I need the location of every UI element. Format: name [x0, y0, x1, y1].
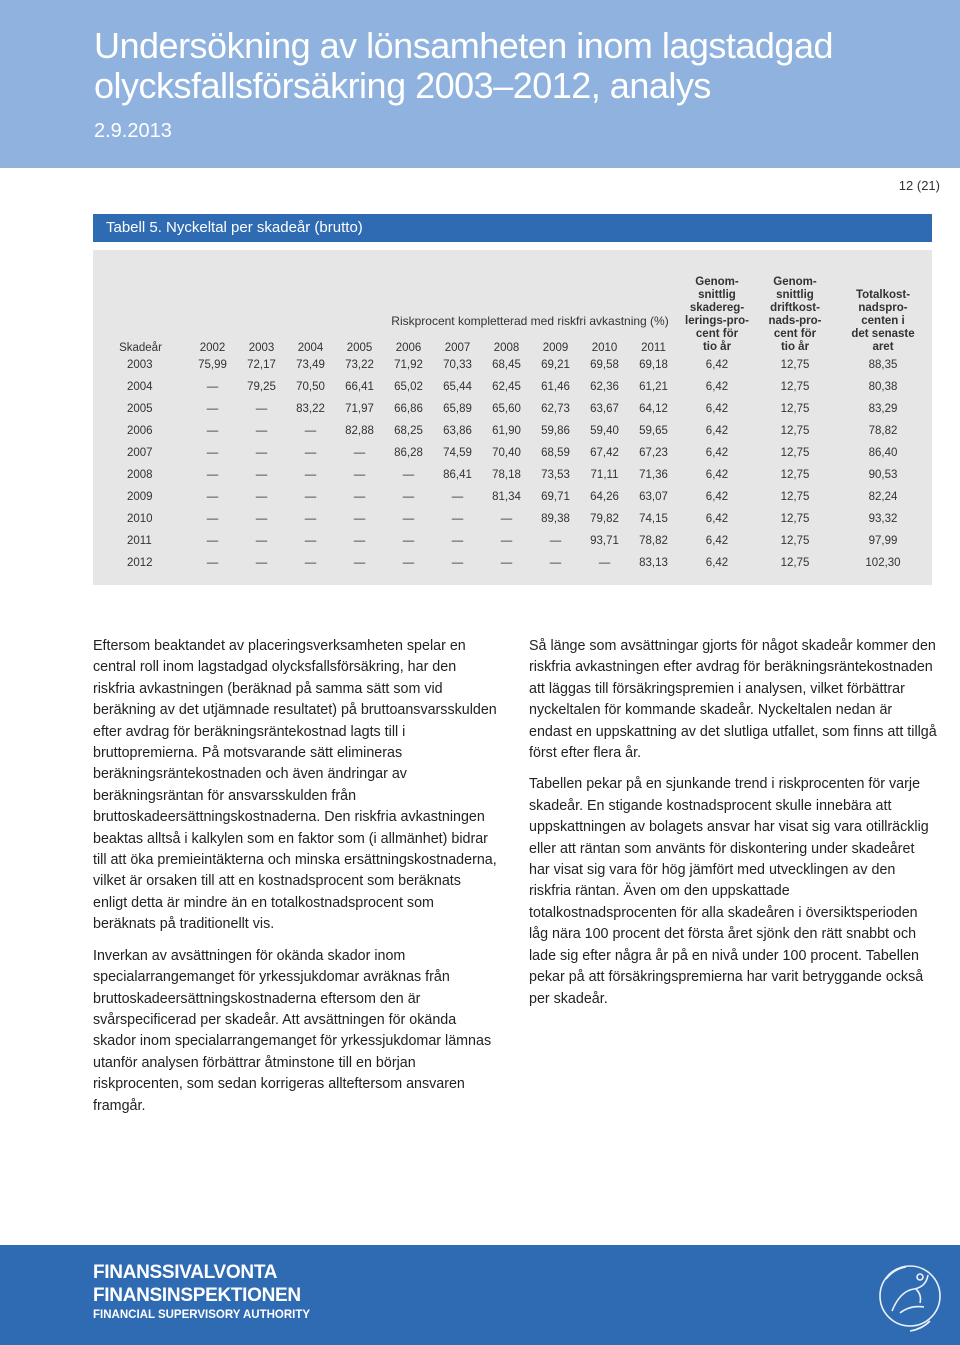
table-group-header: Riskprocent kompletterad med riskfri avkastning (%) — [391, 314, 669, 328]
table-cell: 67,42 — [590, 447, 619, 459]
table-cell: — — [304, 535, 317, 547]
col-header-year: 2003 — [248, 342, 275, 354]
title-line-1: Undersökning av lönsamheten inom lagstadgad — [94, 25, 833, 66]
footer-name-english: FINANCIAL SUPERVISORY AUTHORITY — [93, 1309, 311, 1321]
table-cell: — — [549, 557, 562, 569]
table-cell: 86,41 — [443, 469, 472, 481]
body-paragraph: Så länge som avsättningar gjorts för något skadeår kommer den riskfria avkastningen efter avdrag för beräkningsräntekostnaden att läggas till försäkringspremien i analysen, vilket förbättrar nyckeltalen för kommande skadeår. Nyckeltalen nedan är endast en uppskattning av det slutliga utfallet, som finns att tillgå först efter flera år. — [529, 638, 937, 762]
table-cell: 74,15 — [639, 513, 668, 525]
table-cell: 6,42 — [705, 535, 729, 547]
table-cell: 12,75 — [780, 359, 810, 371]
table-cell: 79,82 — [590, 513, 619, 525]
table-cell: 12,75 — [780, 557, 810, 569]
table-cell: 12,75 — [780, 381, 810, 393]
table-cell: 70,50 — [296, 381, 325, 393]
table-cell: — — [353, 513, 366, 525]
table-cell: 72,17 — [247, 359, 276, 371]
table-cell: 62,45 — [492, 381, 521, 393]
col-header-skadear: Skadeår — [119, 342, 162, 354]
table-cell: 69,21 — [541, 359, 570, 371]
table-cell: 83,29 — [868, 403, 898, 415]
table-cell: 102,30 — [865, 557, 901, 569]
table-cell: 62,36 — [590, 381, 619, 393]
table-cell: 73,49 — [296, 359, 325, 371]
table-cell: 67,23 — [639, 447, 668, 459]
row-year-cell: 2003 — [127, 359, 153, 371]
table-cell: — — [304, 491, 317, 503]
table-cell: 6,42 — [705, 469, 729, 481]
table-cell: — — [353, 469, 366, 481]
table-cell: — — [451, 557, 464, 569]
table-cell: — — [206, 513, 219, 525]
table-cell: 86,28 — [394, 447, 423, 459]
page-footer — [0, 1245, 960, 1345]
table-cell: 83,13 — [639, 557, 668, 569]
col-header-year: 2009 — [542, 342, 569, 354]
table-cell: — — [206, 491, 219, 503]
table-cell: 6,42 — [705, 403, 729, 415]
table-title: Tabell 5. Nyckeltal per skadeår (brutto) — [93, 214, 932, 242]
key-figures-table — [93, 250, 932, 585]
table-cell: 97,99 — [868, 535, 898, 547]
col-header-metric: Genom- snittlig driftkost- nads-pro- cent för tio år — [768, 276, 822, 353]
table-cell: 12,75 — [780, 403, 810, 415]
page-number: 12 (21) — [898, 178, 940, 193]
table-cell: 71,36 — [639, 469, 668, 481]
table-cell: — — [255, 403, 268, 415]
table-cell: — — [255, 491, 268, 503]
table-cell: — — [206, 447, 219, 459]
body-paragraph: Tabellen pekar på en sjunkande trend i riskprocenten för varje skadeår. En stigande kostnadsprocent skulle innebära att uppskattningen av bolagets ansvar har visat sig vara otillräcklig eller att räntan som använts för diskontering under skadeåret har visat sig vara för hög jämfört med utvecklingen av den riskfria räntan. Även om den uppskattade totalkostnadsprocenten för alla skadeåren i översiktsperioden låg nära 100 procent det första året sjönk den rätt snabbt och lade sig efter några år på en nivå under 100 procent. Tabellen pekar på att försäkringspremierna har varit betryggande också per skadeår. — [529, 776, 929, 1007]
row-year-cell: 2008 — [127, 469, 153, 481]
table-cell: — — [206, 381, 219, 393]
table-cell: — — [451, 513, 464, 525]
table-cell: 88,35 — [868, 359, 898, 371]
col-header-year: 2010 — [591, 342, 618, 354]
table-row — [93, 530, 932, 552]
table-cell: — — [255, 513, 268, 525]
table-cell: — — [206, 557, 219, 569]
table-cell: — — [255, 425, 268, 437]
table-cell: — — [549, 535, 562, 547]
footer-name-finnish: FINANSSIVALVONTA — [93, 1262, 278, 1283]
table-cell: 12,75 — [780, 513, 810, 525]
table-cell: 68,45 — [492, 359, 521, 371]
table-cell: 12,75 — [780, 469, 810, 481]
table-cell: 61,90 — [492, 425, 521, 437]
table-row — [93, 354, 932, 376]
table-cell: 61,21 — [639, 381, 668, 393]
table-cell: 93,32 — [868, 513, 898, 525]
table-cell: 78,82 — [639, 535, 668, 547]
table-row — [93, 508, 932, 530]
row-year-cell: 2005 — [127, 403, 153, 415]
table-cell: — — [255, 557, 268, 569]
document-title — [94, 26, 914, 106]
col-header-year: 2007 — [444, 342, 471, 354]
table-cell: 62,73 — [541, 403, 570, 415]
table-cell: 65,89 — [443, 403, 472, 415]
table-body — [93, 354, 932, 574]
footer-name-swedish: FINANSINSPEKTIONEN — [93, 1285, 301, 1306]
table-cell: — — [206, 535, 219, 547]
table-cell: 6,42 — [705, 425, 729, 437]
col-header-year: 2004 — [297, 342, 324, 354]
table-cell: — — [255, 469, 268, 481]
table-cell: 81,34 — [492, 491, 521, 503]
page-header — [0, 0, 960, 168]
table-cell: 73,53 — [541, 469, 570, 481]
row-year-cell: 2010 — [127, 513, 153, 525]
table-row — [93, 376, 932, 398]
table-cell: 74,59 — [443, 447, 472, 459]
table-cell: 73,22 — [345, 359, 374, 371]
table-row — [93, 464, 932, 486]
data-table — [93, 264, 932, 574]
table-cell: 12,75 — [780, 491, 810, 503]
table-cell: — — [304, 425, 317, 437]
table-cell: 71,11 — [590, 469, 619, 481]
table-cell: 78,82 — [868, 425, 898, 437]
table-cell: 63,07 — [639, 491, 668, 503]
row-year-cell: 2006 — [127, 425, 153, 437]
row-year-cell: 2007 — [127, 447, 153, 459]
row-year-cell: 2009 — [127, 491, 153, 503]
table-cell: — — [402, 513, 415, 525]
table-cell: 12,75 — [780, 447, 810, 459]
table-cell: — — [255, 447, 268, 459]
table-row — [93, 442, 932, 464]
table-cell: — — [255, 535, 268, 547]
lion-crest-icon — [870, 1251, 950, 1341]
table-cell: 70,33 — [443, 359, 472, 371]
table-cell: 68,59 — [541, 447, 570, 459]
body-text-left — [93, 636, 498, 1127]
table-cell: — — [402, 491, 415, 503]
table-cell: — — [353, 491, 366, 503]
table-cell: 90,53 — [868, 469, 898, 481]
table-cell: 71,92 — [394, 359, 423, 371]
table-cell: 63,67 — [590, 403, 619, 415]
table-cell: 6,42 — [705, 447, 729, 459]
table-cell: 6,42 — [705, 359, 729, 371]
row-year-cell: 2004 — [127, 381, 153, 393]
table-cell: — — [304, 513, 317, 525]
table-cell: 64,26 — [590, 491, 619, 503]
col-header-metric: Totalkost- nadspro- centen i det senaste aret — [851, 289, 915, 353]
table-cell: 6,42 — [705, 513, 729, 525]
table-cell: — — [206, 403, 219, 415]
col-header-year: 2011 — [641, 342, 666, 354]
table-cell: 69,71 — [541, 491, 570, 503]
table-row — [93, 420, 932, 442]
table-cell: 69,58 — [590, 359, 619, 371]
table-cell: — — [353, 447, 366, 459]
table-cell: 65,02 — [394, 381, 423, 393]
table-cell: — — [598, 557, 611, 569]
col-header-year: 2008 — [493, 342, 520, 354]
table-cell: — — [402, 469, 415, 481]
col-header-year: 2006 — [395, 342, 422, 354]
table-cell: 70,40 — [492, 447, 521, 459]
table-cell: — — [500, 513, 513, 525]
table-cell: 65,60 — [492, 403, 521, 415]
col-header-year: 2005 — [346, 342, 373, 354]
table-cell: 63,86 — [443, 425, 472, 437]
table-cell: — — [304, 469, 317, 481]
table-cell: — — [500, 535, 513, 547]
table-cell: 6,42 — [705, 557, 729, 569]
table-cell: 59,86 — [541, 425, 570, 437]
table-row — [93, 486, 932, 508]
table-cell: 6,42 — [705, 381, 729, 393]
table-cell: 59,40 — [590, 425, 619, 437]
table-cell: — — [206, 469, 219, 481]
table-cell: 66,86 — [394, 403, 423, 415]
table-cell: — — [402, 557, 415, 569]
table-cell: 80,38 — [868, 381, 898, 393]
body-paragraph: Eftersom beaktandet av placeringsverksamheten spelar en central roll inom lagstadgad olycksfallsförsäkring, har den riskfria avkastningen (beräknad på samma sätt som vid beräkning av det utjämnade resultatet) på bruttoansvarsskulden efter avdrag för beräkningsräntekostnad lagts till i bruttopremierna. På motsvarande sätt elimineras beräkningsräntekostnaden och även ändringar av beräkningsräntan för ansvarsskulden från bruttoskadeersättningskostnaderna. Den riskfria avkastningen beaktas alltså i kalkylen som en faktor som (i allmänhet) bidrar till att öka premieintäkterna och minska ersättningskostnaderna, vilket är orsaken till att en kostnadsprocent som beräknats enligt detta är mindre än en totalkostnadsprocent som beräknats på traditionellt vis. — [93, 638, 497, 933]
table-cell: — — [500, 557, 513, 569]
table-row — [93, 552, 932, 574]
table-cell: 89,38 — [541, 513, 570, 525]
table-cell: — — [402, 535, 415, 547]
table-cell: 75,99 — [198, 359, 227, 371]
title-line-2: olycksfallsförsäkring 2003–2012, analys — [94, 65, 711, 106]
row-year-cell: 2012 — [127, 557, 153, 569]
col-header-metric: Genom- snittlig skadereg- lerings-pro- cent för tio år — [685, 276, 749, 353]
table-cell: — — [353, 535, 366, 547]
table-cell: 64,12 — [639, 403, 668, 415]
table-cell: 83,22 — [296, 403, 325, 415]
table-cell: 82,88 — [345, 425, 374, 437]
table-cell: 65,44 — [443, 381, 472, 393]
table-cell: 71,97 — [345, 403, 374, 415]
col-header-year: 2002 — [199, 342, 226, 354]
table-cell: — — [304, 557, 317, 569]
table-cell: — — [304, 447, 317, 459]
table-row — [93, 398, 932, 420]
table-cell: — — [451, 535, 464, 547]
document-date: 2.9.2013 — [94, 120, 172, 142]
row-year-cell: 2011 — [127, 535, 152, 547]
table-cell: 61,46 — [541, 381, 570, 393]
table-header-row — [93, 264, 932, 354]
table-cell: 66,41 — [345, 381, 374, 393]
table-cell: — — [451, 491, 464, 503]
body-paragraph: Inverkan av avsättningen för okända skador inom specialarrangemanget för yrkessjukdomar avräknas från bruttoskadeersättningskostnaderna eftersom den är svårspecificerad per skadeår. Att avsättningen för okända skador inom specialarrangemanget för yrkessjukdomar lämnas utanför analysen förbättrar åtminstone till en början riskprocenten, som sedan korrigeras allteftersom ansvaren framgår. — [93, 947, 492, 1114]
table-cell: 12,75 — [780, 535, 810, 547]
table-cell: 82,24 — [868, 491, 898, 503]
table-cell: 12,75 — [780, 425, 810, 437]
table-cell: — — [206, 425, 219, 437]
table-cell: 68,25 — [394, 425, 423, 437]
table-cell: 59,65 — [639, 425, 668, 437]
table-cell: 79,25 — [247, 381, 276, 393]
table-cell: 86,40 — [868, 447, 898, 459]
table-cell: 93,71 — [590, 535, 619, 547]
body-text-right — [529, 636, 939, 1020]
table-cell: 78,18 — [492, 469, 521, 481]
table-cell: 6,42 — [705, 491, 729, 503]
table-cell: 69,18 — [639, 359, 668, 371]
table-cell: — — [353, 557, 366, 569]
